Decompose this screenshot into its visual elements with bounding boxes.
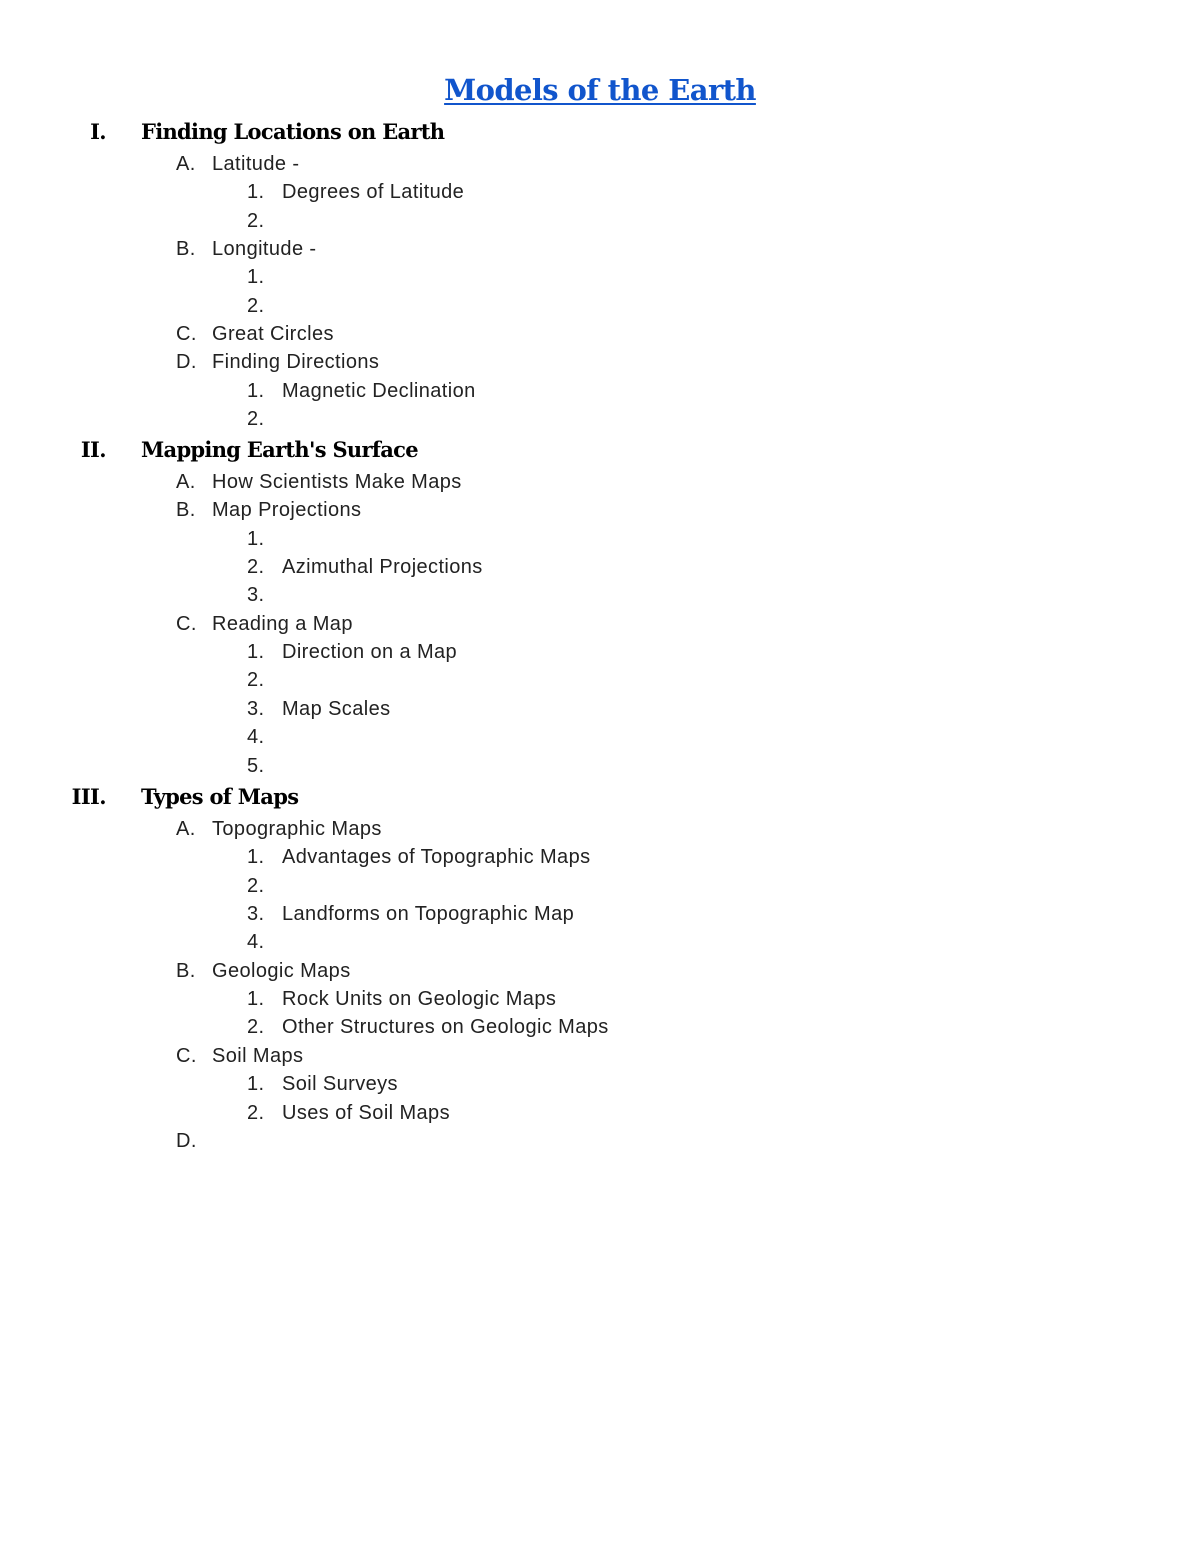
subitem-marker: 5. — [247, 754, 265, 777]
item-label: How Scientists Make Maps — [212, 471, 462, 493]
subitem-label: Soil Surveys — [282, 1073, 398, 1096]
section-numeral: III. — [71, 784, 106, 809]
subitem-marker: 2. — [247, 1101, 265, 1124]
subitem-marker: 1. — [247, 1073, 265, 1096]
subitem-marker: 1. — [247, 181, 265, 204]
item-marker: C. — [176, 612, 197, 635]
item-label: Great Circles — [212, 323, 334, 346]
subitem-marker: 2. — [247, 294, 265, 317]
item-label: Latitude - — [212, 153, 300, 175]
subitem-marker: 1. — [247, 988, 265, 1011]
subitem-marker: 2. — [247, 1016, 265, 1039]
item-label: Finding Directions — [212, 351, 380, 374]
item-marker: C. — [176, 323, 197, 346]
item-marker: D. — [176, 351, 197, 374]
subitem-label: Advantages of Topographic Maps — [282, 846, 591, 869]
subitem-label: Other Structures on Geologic Maps — [282, 1016, 609, 1039]
item-marker: B. — [176, 959, 196, 982]
subitem-label: Uses of Soil Maps — [282, 1101, 450, 1124]
subitem-label: Map Scales — [282, 697, 391, 720]
section-title: Mapping Earth's Surface — [141, 437, 418, 462]
item-label: Soil Maps — [212, 1044, 304, 1067]
subitem-label: Magnetic Declination — [282, 379, 476, 402]
subitem-label: Rock Units on Geologic Maps — [282, 988, 557, 1011]
item-marker: B. — [176, 238, 196, 261]
item-label: Longitude - — [212, 238, 317, 261]
item-marker: D. — [176, 1129, 197, 1152]
item-label: Map Projections — [212, 499, 362, 522]
subitem-marker: 1. — [247, 266, 265, 289]
subitem-marker: 3. — [247, 697, 265, 720]
section-title: Types of Maps — [141, 784, 299, 809]
item-marker: A. — [176, 471, 196, 493]
subitem-marker: 2. — [247, 669, 265, 692]
subitem-marker: 4. — [247, 931, 265, 954]
page-title: Models of the Earth — [444, 73, 756, 107]
item-label: Reading a Map — [212, 612, 353, 635]
subitem-label: Degrees of Latitude — [282, 181, 465, 204]
subitem-label: Landforms on Topographic Map — [282, 903, 575, 926]
subitem-marker: 4. — [247, 726, 265, 749]
subitem-marker: 1. — [247, 846, 265, 869]
subitem-marker: 2. — [247, 874, 265, 897]
subitem-marker: 1. — [247, 527, 265, 550]
section-numeral: I. — [90, 119, 106, 144]
subitem-label: Direction on a Map — [282, 641, 458, 664]
item-label: Geologic Maps — [212, 959, 351, 982]
subitem-marker: 2. — [247, 408, 265, 431]
subitem-marker: 1. — [247, 641, 265, 664]
section-numeral: II. — [80, 437, 106, 462]
item-marker: A. — [176, 153, 196, 175]
item-label: Topographic Maps — [212, 818, 382, 840]
subitem-marker: 3. — [247, 903, 265, 926]
subitem-marker: 1. — [247, 379, 265, 402]
item-marker: A. — [176, 818, 196, 840]
subitem-marker: 3. — [247, 584, 265, 607]
section-title: Finding Locations on Earth — [141, 119, 445, 144]
subitem-marker: 2. — [247, 556, 265, 579]
item-marker: C. — [176, 1044, 197, 1067]
subitem-marker: 2. — [247, 209, 265, 232]
item-marker: B. — [176, 499, 196, 522]
subitem-label: Azimuthal Projections — [282, 556, 483, 579]
